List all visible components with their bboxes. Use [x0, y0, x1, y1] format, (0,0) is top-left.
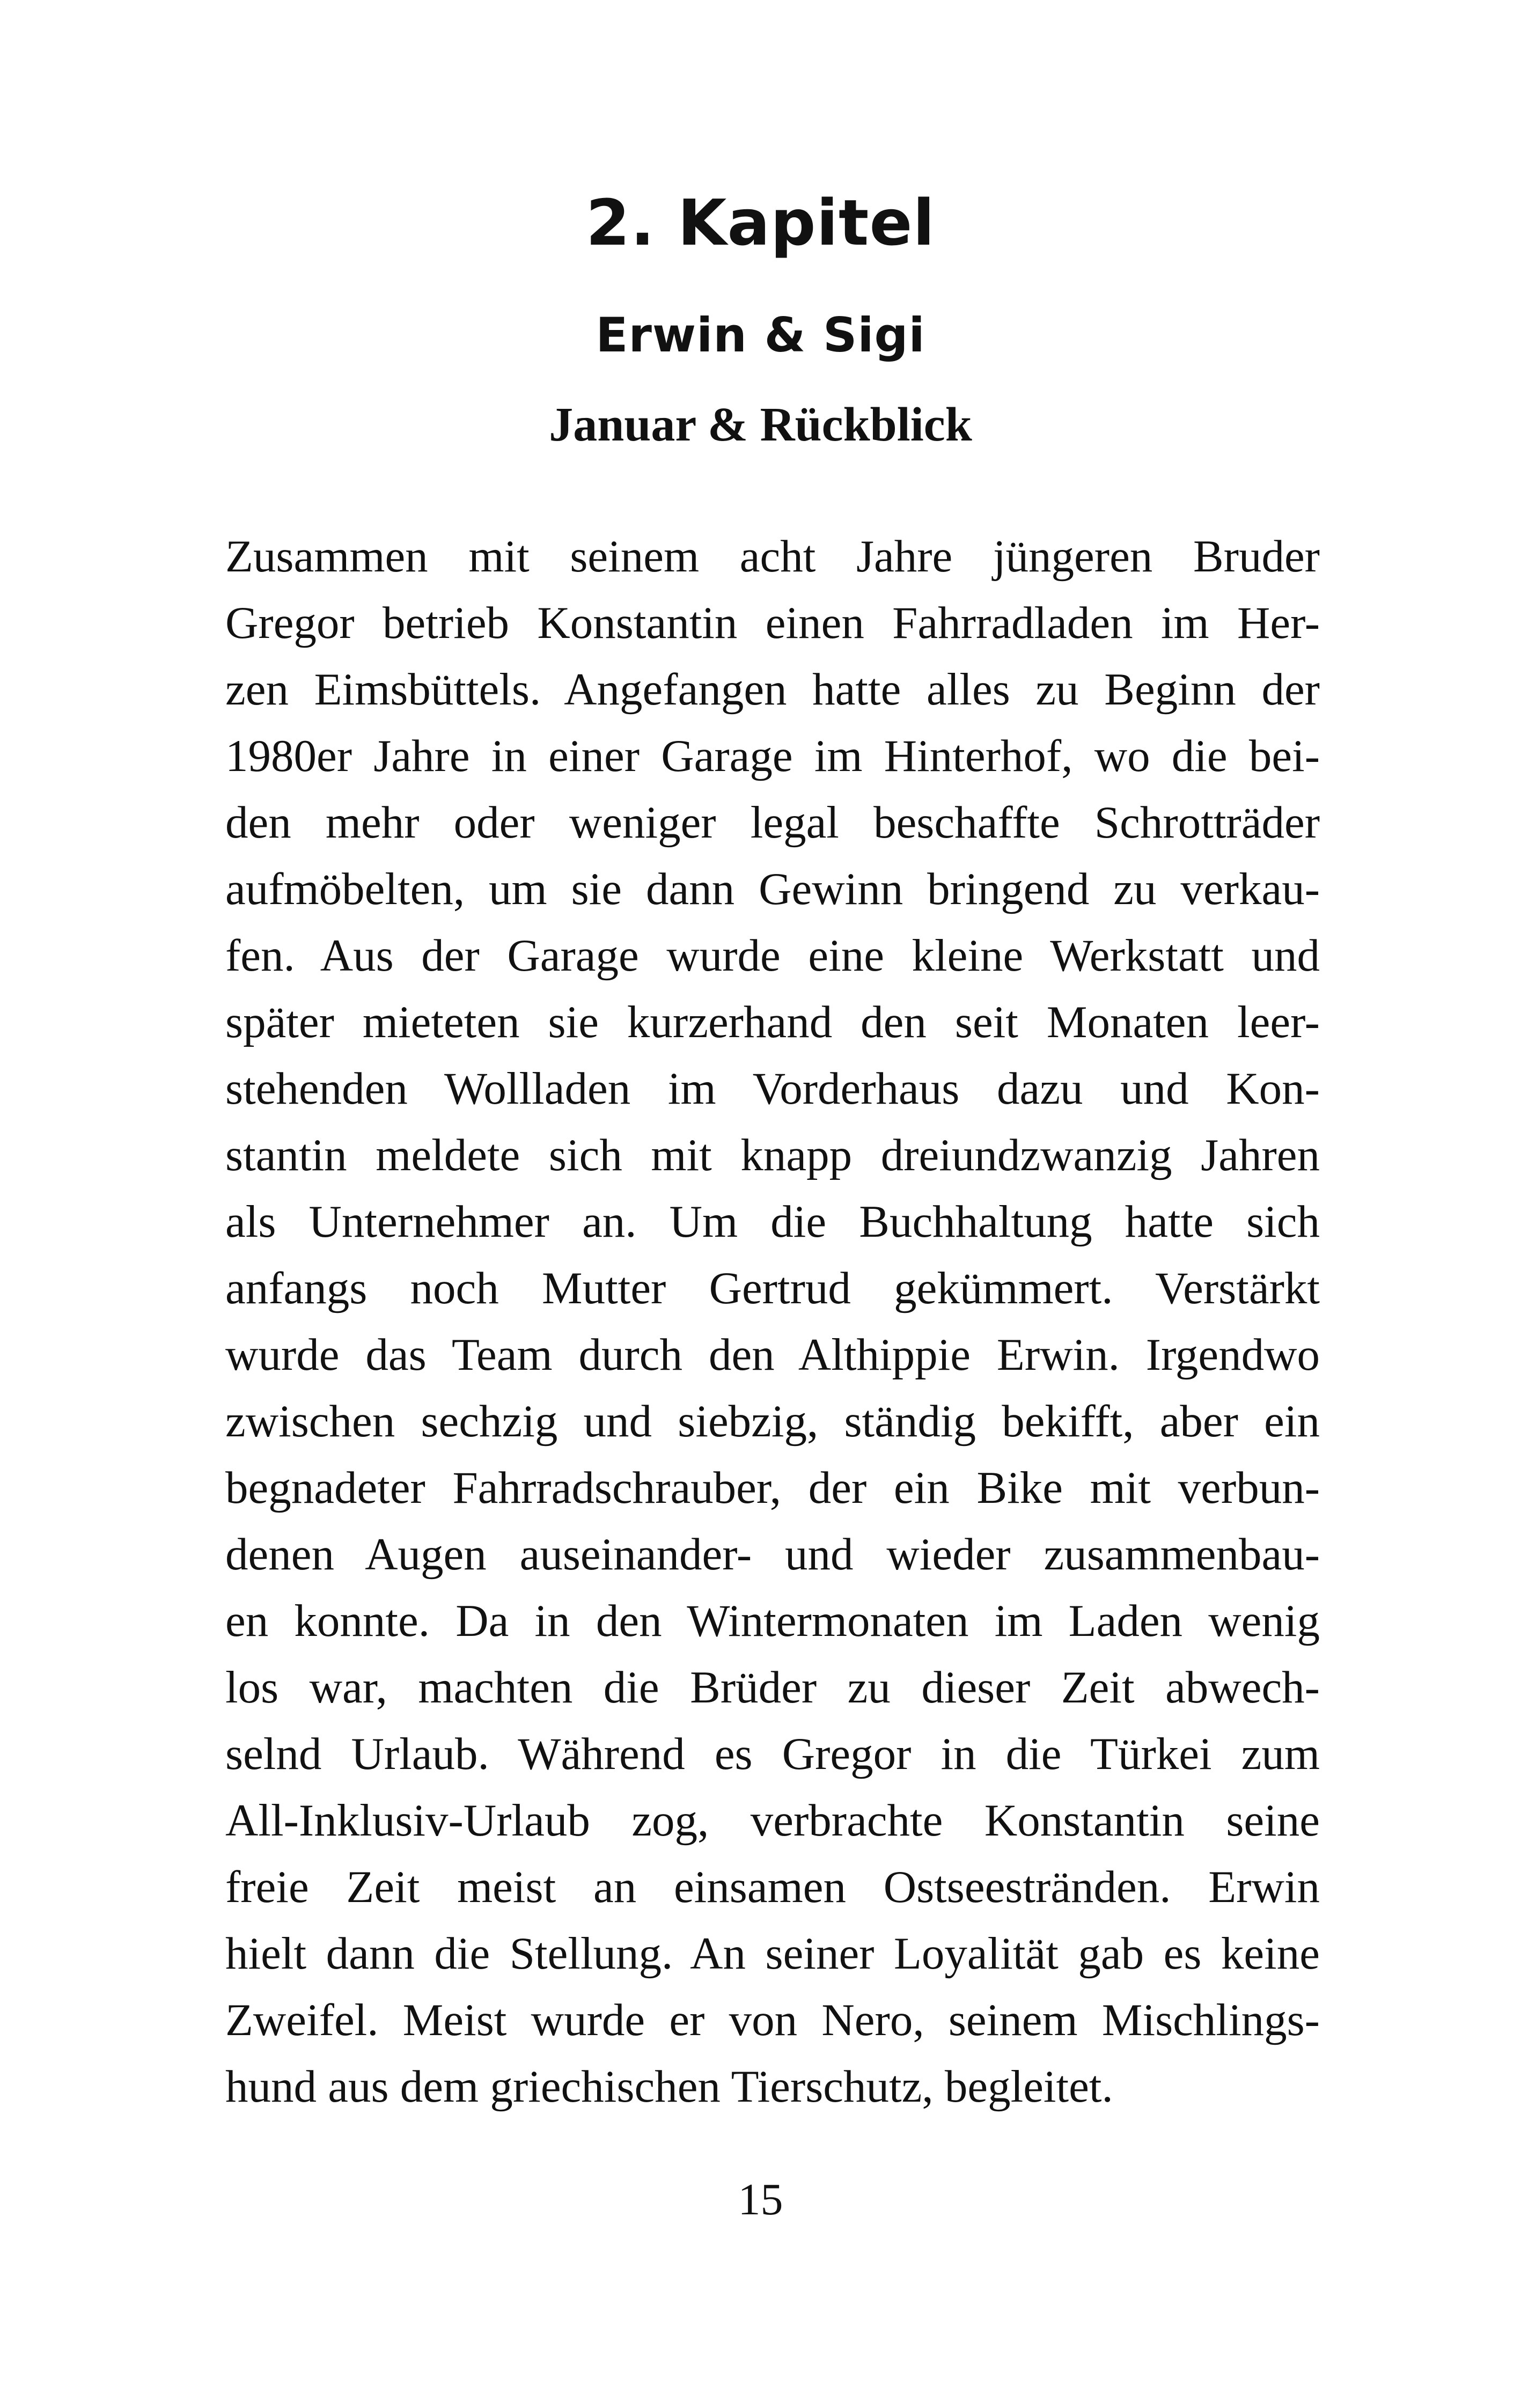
text-line: aufmöbelten, um sie dann Gewinn bringend zu verkau-	[225, 864, 1320, 914]
text-line: los war, machten die Brüder zu dieser Zeit abwech-	[225, 1662, 1320, 1713]
chapter-subtitle: Erwin & Sigi	[596, 307, 925, 363]
text-line: Zweifel. Meist wurde er von Nero, seinem Mischlings-	[225, 1995, 1320, 2045]
text-line: freie Zeit meist an einsamen Ostseestränden. Erwin	[225, 1862, 1320, 1912]
text-line: fen. Aus der Garage wurde eine kleine Werkstatt und	[225, 930, 1320, 981]
page-number: 15	[738, 2175, 783, 2225]
text-line: selnd Urlaub. Während es Gregor in die Türkei zum	[225, 1729, 1320, 1779]
text-line: denen Augen auseinander- und wieder zusammenbau-	[225, 1529, 1320, 1580]
chapter-date-line: Januar & Rückblick	[549, 398, 972, 451]
text-line: den mehr oder weniger legal beschaffte Schrotträder	[225, 797, 1320, 848]
text-line: Zusammen mit seinem acht Jahre jüngeren Bruder	[225, 531, 1320, 582]
text-line: wurde das Team durch den Althippie Erwin. Irgendwo	[225, 1330, 1320, 1380]
text-line: en konnte. Da in den Wintermonaten im Laden wenig	[225, 1596, 1320, 1646]
text-line: anfangs noch Mutter Gertrud gekümmert. Verstärkt	[225, 1263, 1320, 1313]
text-line: Gregor betrieb Konstantin einen Fahrradladen im Her-	[225, 598, 1320, 648]
text-line: hielt dann die Stellung. An seiner Loyalität gab es keine	[225, 1928, 1320, 1979]
text-line: zen Eimsbüttels. Angefangen hatte alles zu Beginn der	[225, 664, 1320, 715]
text-line-last: hund aus dem griechischen Tierschutz, begleitet.	[225, 2061, 1113, 2112]
text-line: zwischen sechzig und siebzig, ständig bekifft, aber ein	[225, 1396, 1320, 1447]
text-line: 1980er Jahre in einer Garage im Hinterhof, wo die bei-	[225, 731, 1320, 781]
text-line: begnadeter Fahrradschrauber, der ein Bike mit verbun-	[225, 1463, 1320, 1513]
body-paragraph	[225, 523, 1320, 2120]
text-line: All-Inklusiv-Urlaub zog, verbrachte Konstantin seine	[225, 1795, 1320, 1846]
text-line: stehenden Wollladen im Vorderhaus dazu und Kon-	[225, 1063, 1320, 1114]
chapter-title: 2. Kapitel	[586, 186, 935, 260]
text-line: als Unternehmer an. Um die Buchhaltung hatte sich	[225, 1196, 1320, 1247]
text-line: später mieteten sie kurzerhand den seit Monaten leer-	[225, 997, 1320, 1047]
text-line: stantin meldete sich mit knapp dreiundzwanzig Jahren	[225, 1130, 1320, 1180]
